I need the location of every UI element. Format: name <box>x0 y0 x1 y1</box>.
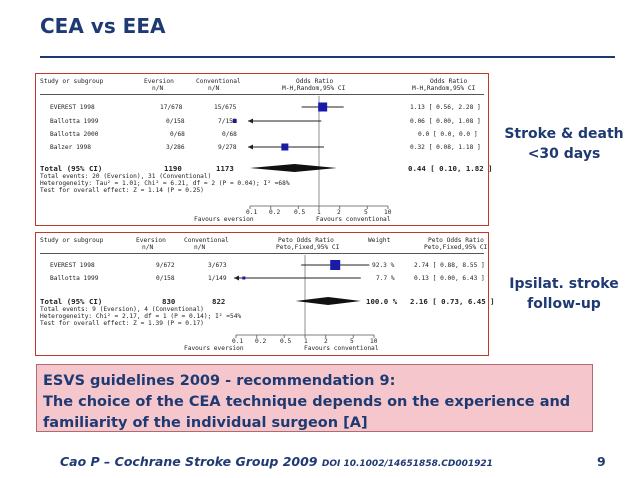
fp1-study-est: 1.13 [ 0.56, 2.28 ] <box>410 104 481 111</box>
recommendation-line: The choice of the CEA technique depends on the experience and <box>43 394 571 410</box>
fp1-header-conv-n: n/N <box>208 85 220 92</box>
fp2-header-ev-n: n/N <box>142 244 154 251</box>
fp1-total-ev: 1190 <box>164 164 182 173</box>
fp2-total-conv: 822 <box>212 297 226 306</box>
recommendation-line: familiarity of the individual surgeon [A] <box>43 415 368 431</box>
fp1-study-ev: 0/158 <box>166 118 185 125</box>
side-label-line: Stroke & death <box>504 126 624 142</box>
fp2-header-study: Study or subgroup <box>40 237 104 244</box>
fp1-note: Heterogeneity: Tau² = 1.01; Chi² = 6.21, df = 2 (P = 0.04); I² =68% <box>40 180 290 187</box>
ci-arrow <box>234 276 239 281</box>
fp2-study-ev: 0/158 <box>156 275 175 282</box>
forest-plot-1 <box>35 73 493 226</box>
recommendation-box <box>36 364 593 432</box>
fp2-study-ev: 9/672 <box>156 262 175 269</box>
fp2-study-weight: 7.7 % <box>376 275 395 282</box>
fp2-total-est: 2.16 [ 0.73, 6.45 ] <box>410 297 495 306</box>
side-label-stroke-death <box>498 124 630 164</box>
fp1-favours-right: Favours conventional <box>316 216 391 223</box>
fp1-header-conv: Conventional <box>196 78 241 85</box>
fp2-study-est: 0.13 [ 0.00, 6.43 ] <box>414 275 485 282</box>
point-estimate <box>330 260 340 270</box>
fp2-header-weight: Weight <box>368 237 391 244</box>
fp1-study-ev: 3/286 <box>166 144 185 151</box>
point-estimate <box>242 277 245 280</box>
fp2-note: Heterogeneity: Chi² = 2.17, df = 1 (P = 0.14); I² =54% <box>40 313 242 320</box>
fp1-total-conv: 1173 <box>216 164 234 173</box>
ci-arrow <box>248 119 253 124</box>
fp1-note: Total events: 20 (Eversion), 31 (Conventional) <box>40 173 212 180</box>
fp2-tick-label: 5 <box>350 338 354 345</box>
fp2-study-name: Ballotta 1999 <box>50 275 99 282</box>
fp1-study-conv: 7/152 <box>218 118 237 125</box>
fp1-study-conv: 15/675 <box>214 104 237 111</box>
fp1-study-name: Ballotta 1999 <box>50 118 99 125</box>
fp1-header-ev-n: n/N <box>152 85 164 92</box>
fp2-header-method: Peto,Fixed,95% CI <box>276 244 340 251</box>
fp2-tick-label: 0.5 <box>280 338 292 345</box>
fp2-header-conv-n: n/N <box>194 244 206 251</box>
fp1-tick-label: 0.5 <box>294 209 306 216</box>
fp1-tick-label: 0.2 <box>269 209 281 216</box>
slide-title: CEA vs EEA <box>40 14 166 38</box>
fp1-study-name: Balzer 1998 <box>50 144 91 151</box>
fp1-study-name: EVEREST 1998 <box>50 104 95 111</box>
fp1-tick-label: 5 <box>364 209 368 216</box>
fp1-header-ev: Eversion <box>144 78 174 85</box>
fp1-study-est: 0.06 [ 0.00, 1.08 ] <box>410 118 481 125</box>
doi-text: DOI 10.1002/14651858.CD001921 <box>321 459 493 469</box>
fp2-header-or: Peto Odds Ratio <box>278 237 334 244</box>
title-underline <box>40 56 615 58</box>
fp1-header-method: M-H,Random,95% CI <box>282 85 346 92</box>
fp2-favours-left: Favours eversion <box>184 345 244 352</box>
fp2-tick-label: 2 <box>324 338 328 345</box>
fp1-study-conv: 9/278 <box>218 144 237 151</box>
fp1-study-est: 0.0 [ 0.0, 0.0 ] <box>418 131 478 138</box>
fp1-study-est: 0.32 [ 0.08, 1.18 ] <box>410 144 481 151</box>
forest-plot-2-graph <box>36 233 488 355</box>
fp1-total-label: Total (95% CI) <box>40 164 103 173</box>
fp1-tick-label: 10 <box>384 209 392 216</box>
fp1-total-est: 0.44 [ 0.10, 1.82 ] <box>408 164 493 173</box>
fp1-header-or2: Odds Ratio <box>430 78 468 85</box>
point-estimate <box>281 144 288 151</box>
fp1-header-or: Odds Ratio <box>296 78 334 85</box>
fp2-favours-right: Favours conventional <box>304 345 379 352</box>
fp2-tick-label: 10 <box>370 338 378 345</box>
fp1-tick-label: 0.1 <box>246 209 258 216</box>
fp2-note: Total events: 9 (Eversion), 4 (Conventional) <box>40 306 204 313</box>
fp1-study-conv: 0/68 <box>222 131 237 138</box>
fp2-total-weight: 100.0 % <box>366 297 398 306</box>
fp1-header-rule <box>40 94 484 95</box>
fp2-tick-label: 0.2 <box>255 338 267 345</box>
side-label-line: follow-up <box>527 296 601 312</box>
fp2-study-weight: 92.3 % <box>372 262 395 269</box>
citation <box>60 454 493 469</box>
fp1-study-name: Ballotta 2000 <box>50 131 99 138</box>
fp1-study-ev: 17/678 <box>160 104 183 111</box>
fp2-header-rule <box>40 253 484 254</box>
fp2-header-conv: Conventional <box>184 237 229 244</box>
fp2-header-method2: Peto,Fixed,95% CI <box>424 244 488 251</box>
fp2-note: Test for overall effect: Z = 1.39 (P = 0.17) <box>40 320 204 327</box>
side-label-ipsilat-stroke <box>498 274 630 314</box>
ci-arrow <box>248 145 253 150</box>
fp2-header-or2: Peto Odds Ratio <box>428 237 484 244</box>
fp2-total-label: Total (95% CI) <box>40 297 103 306</box>
fp2-study-conv: 1/149 <box>208 275 227 282</box>
fp2-header-ev: Eversion <box>136 237 166 244</box>
fp1-header-method2: M-H,Random,95% CI <box>412 85 476 92</box>
fp1-favours-left: Favours eversion <box>194 216 254 223</box>
fp2-total-ev: 830 <box>162 297 176 306</box>
page-number: 9 <box>597 454 606 469</box>
fp1-header-study: Study or subgroup <box>40 78 104 85</box>
fp2-tick-label: 1 <box>304 338 308 345</box>
side-label-line: <30 days <box>527 146 601 162</box>
fp1-note: Test for overall effect: Z = 1.14 (P = 0.25) <box>40 187 204 194</box>
citation-text: Cao P – Cochrane Stroke Group 2009 <box>60 454 318 469</box>
forest-plot-2 <box>35 232 495 356</box>
recommendation-line: ESVS guidelines 2009 - recommendation 9: <box>43 373 396 389</box>
fp2-study-est: 2.74 [ 0.88, 8.55 ] <box>414 262 485 269</box>
side-label-line: Ipsilat. stroke <box>509 276 619 292</box>
fp2-study-name: EVEREST 1998 <box>50 262 95 269</box>
fp2-study-conv: 3/673 <box>208 262 227 269</box>
pooled-diamond <box>250 164 337 172</box>
fp2-tick-label: 0.1 <box>232 338 244 345</box>
fp1-tick-label: 2 <box>337 209 341 216</box>
fp1-study-ev: 0/68 <box>170 131 185 138</box>
point-estimate <box>318 103 327 112</box>
fp1-tick-label: 1 <box>317 209 321 216</box>
